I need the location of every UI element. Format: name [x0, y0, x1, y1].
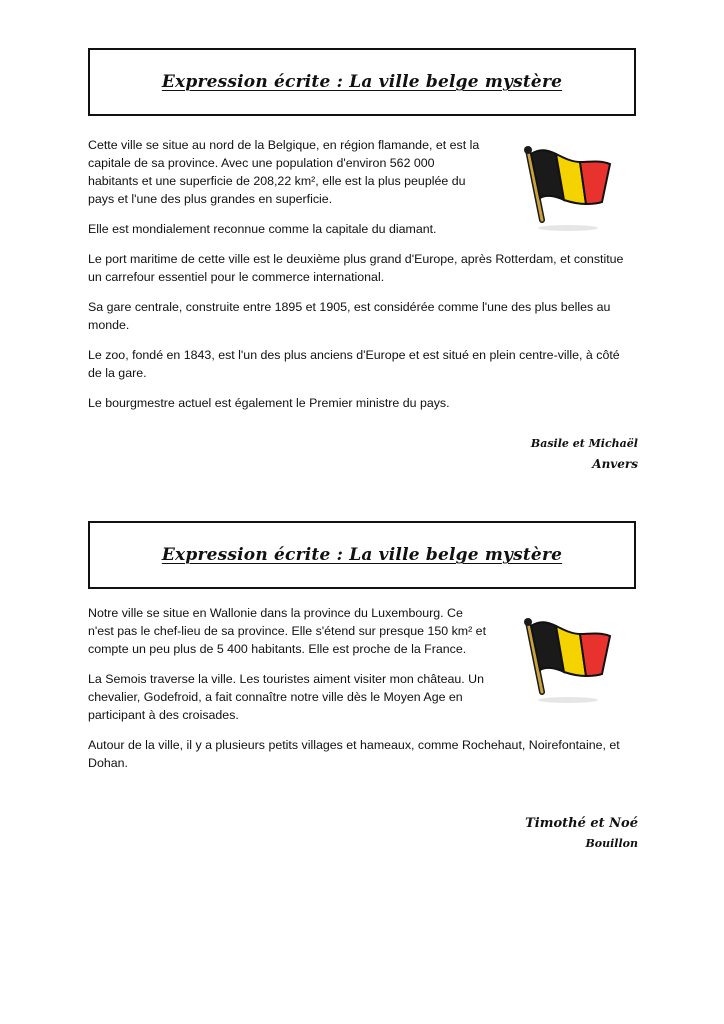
section1-title-box [88, 48, 636, 116]
section1-paragraph-6: Le bourgmestre actuel est également le Premier ministre du pays. [88, 396, 450, 410]
section2-paragraph-1: Notre ville se situe en Wallonie dans la province du Luxembourg. Ce n'est pas le chef-lieu de sa province. Elle s'étend sur presque 150 km² et compte un peu plus de 5 400 habitants. Elle est proche de la France. [88, 606, 487, 656]
section1-paragraph-1: Cette ville se situe au nord de la Belgique, en région flamande, et est la capitale de sa province. Avec une population d'environ 562 000 habitants et une superficie de 208,22 km², elle est la plus peuplée du pays et l'une des plus grandes en superficie. [88, 138, 480, 206]
section2-title-box [88, 521, 636, 589]
belgian-flag-icon [520, 142, 616, 234]
section2-paragraph-2: La Semois traverse la ville. Les touristes aiment visiter mon château. Un chevalier, Godefroid, a fait connaître notre ville dès le Moyen Age en participant à des croisades. [88, 672, 484, 722]
section1-answer: Anvers [592, 457, 638, 471]
section2-answer: Bouillon [585, 837, 638, 850]
section1-signature [531, 434, 638, 474]
section1-authors: Basile et Michaël [530, 437, 638, 450]
section2-signature [525, 814, 638, 854]
section2-title: Expression écrite : La ville belge mystère [161, 545, 563, 565]
section2-authors: Timothé et Noé [525, 816, 638, 831]
section1-paragraph-4: Sa gare centrale, construite entre 1895 et 1905, est considérée comme l'une des plus belles au monde. [88, 300, 611, 332]
section1-paragraph-2: Elle est mondialement reconnue comme la capitale du diamant. [88, 222, 437, 236]
section1-title: Expression écrite : La ville belge mystère [161, 72, 563, 92]
belgian-flag-icon [520, 614, 616, 706]
section1-paragraph-3: Le port maritime de cette ville est le deuxième plus grand d'Europe, après Rotterdam, et constitue un carrefour essentiel pour le commerce international. [88, 252, 624, 284]
section2-paragraph-3: Autour de la ville, il y a plusieurs petits villages et hameaux, comme Rochehaut, Noirefontaine, et Dohan. [88, 738, 620, 770]
section1-paragraph-5: Le zoo, fondé en 1843, est l'un des plus anciens d'Europe et est situé en plein centre-ville, à côté de la gare. [88, 348, 620, 380]
